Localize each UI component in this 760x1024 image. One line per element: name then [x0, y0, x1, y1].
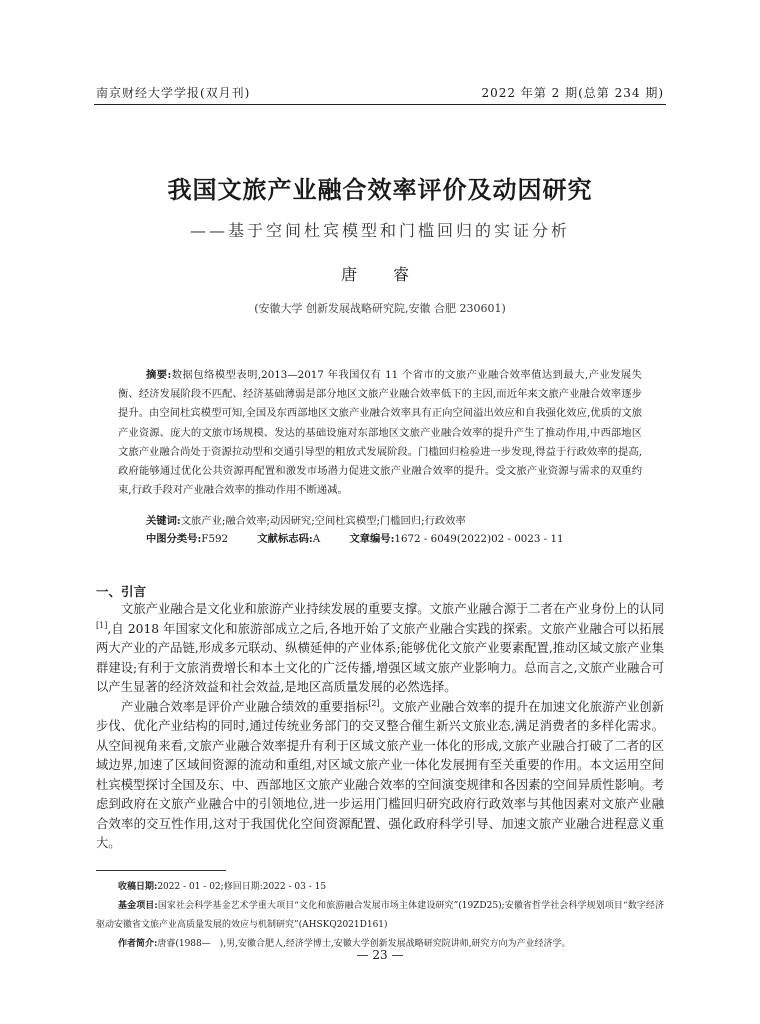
- keywords-label: 关键词:: [146, 515, 181, 527]
- classification-line: [146, 530, 642, 545]
- clc-code: [146, 533, 228, 545]
- abstract-label: 摘要:: [146, 369, 172, 381]
- article-author: 唐 睿: [340, 265, 419, 284]
- article-number-label: 文章编号:: [349, 533, 395, 545]
- footnote-text: 国家社会科学基金艺术学重大项目“文化和旅游融合发展市场主体建设研究”(19ZD25);安徽省哲学社会科学规划项目“数字经济驱动安徽省文旅产业高质量发展的效应与机制研究”(AHSKQ2021D161): [96, 901, 664, 930]
- page-number: — 23 —: [356, 948, 404, 962]
- header-rule: [94, 104, 666, 105]
- running-header: [96, 84, 664, 104]
- footnotes: [96, 878, 664, 954]
- body-paragraph-1: [96, 600, 664, 698]
- footnote-text: 唐睿(1988— ),男,安徽合肥人,经济学博士,安徽大学创新发展战略研究院讲师,研究方向为产业经济学。: [157, 939, 571, 949]
- footnote-text: 2022 - 01 - 02;修回日期:2022 - 03 - 15: [157, 882, 327, 892]
- abstract: [118, 366, 642, 500]
- clc-value: F592: [201, 533, 229, 545]
- keywords: [146, 512, 642, 527]
- article-number-value: 1672 - 6049(2022)02 - 0023 - 11: [394, 533, 564, 545]
- article-subtitle: ——基于空间杜宾模型和门槛回归的实证分析: [189, 221, 570, 240]
- issue-info: 2022 年第 2 期(总第 234 期): [481, 86, 664, 100]
- abstract-text: 数据包络模型表明,2013—2017 年我国仅有 11 个省市的文旅产业融合效率值达到最大,产业发展失衡、经济发展阶段不匹配、经济基础薄弱是部分地区文旅产业融合效率低下的主因,而近年来文旅产业融合效率逐步提升。由空间杜宾模型可知,全国及东西部地区文旅产业融合效率具有正向空间溢出效应和自我强化效应,优质的文旅产业资源、庞大的文旅市场规模、发达的基础设施对东部地区文旅产业融合效率的提升产生了推动作用,中西部地区文旅产业融合尚处于资源拉动型和交通引导型的粗放式发展阶段。门槛回归检验进一步发现,得益于行政效率的提高,政府能够通过优化公共资源再配置和激发市场潜力促进文旅产业融合效率的提升。受文旅产业资源与需求的双重约束,行政手段对产业融合效率的推动作用不断递减。: [118, 369, 642, 497]
- doc-code-label: 文献标志码:: [257, 533, 313, 545]
- footnote-label: 收稿日期:: [118, 882, 158, 892]
- clc-label: 中图分类号:: [146, 533, 202, 545]
- article-number: [349, 533, 563, 545]
- footnote-dates: [96, 878, 664, 897]
- footnote-label: 基金项目:: [118, 901, 158, 911]
- body-paragraph-2: [96, 698, 664, 854]
- article-title: 我国文旅产业融合效率评价及动因研究: [167, 175, 593, 204]
- section-heading: 一、引言: [96, 584, 147, 599]
- body-text: [96, 600, 664, 854]
- doc-code: [257, 533, 320, 545]
- paragraph-text: 产业融合效率是评价产业融合绩效的重要指标: [121, 699, 369, 714]
- footnote-rule: [96, 870, 226, 871]
- doc-code-value: A: [312, 533, 321, 545]
- journal-name: 南京财经大学学报(双月刊): [96, 86, 251, 100]
- footnote-label: 作者简介:: [118, 939, 158, 949]
- keywords-text: 文旅产业;融合效率;动因研究;空间杜宾模型;门槛回归;行政效率: [180, 515, 466, 527]
- paragraph-text: ,自 2018 年国家文化和旅游部成立之后,各地开始了文旅产业融合实践的探索。文旅产业融合可以拓展两大产业的产品链,形成多元联动、纵横延伸的产业体系;能够优化文旅产业要素配置,推动区域文旅产业集群建设;有利于文旅消费增长和本土文化的广泛传播,增强区域文旅产业影响力。总而言之,文旅产业融合可以产生显著的经济效益和社会效益,是地区高质量发展的必然选择。: [96, 621, 664, 694]
- citation-ref: [2]: [368, 698, 380, 708]
- footnote-fund: [96, 897, 664, 935]
- paragraph-text: 。文旅产业融合效率的提升在加速文化旅游产业创新步伐、优化产业结构的同时,通过传统业务部门的交叉整合催生新兴文旅业态,满足消费者的多样化需求。从空间视角来看,文旅产业融合效率提升有利于区域文旅产业一体化的形成,文旅产业融合打破了二者的区域边界,加速了区域间资源的流动和重组,对区域文旅产业一体化发展拥有至关重要的作用。本文运用空间杜宾模型探讨全国及东、中、西部地区文旅产业融合效率的空间演变规律和各因素的空间异质性影响。考虑到政府在文旅产业融合中的引领地位,进一步运用门槛回归研究政府行政效率与其他因素对文旅产业融合效率的交互性作用,这对于我国优化空间资源配置、强化政府科学引导、加速文旅产业融合进程意义重大。: [96, 699, 664, 850]
- author-affiliation: (安徽大学 创新发展战略研究院,安徽 合肥 230601): [254, 302, 506, 315]
- paragraph-text: 文旅产业融合是文化业和旅游产业持续发展的重要支撑。文旅产业融合源于二者在产业身份上的认同: [121, 602, 664, 616]
- citation-ref: [1]: [96, 620, 108, 630]
